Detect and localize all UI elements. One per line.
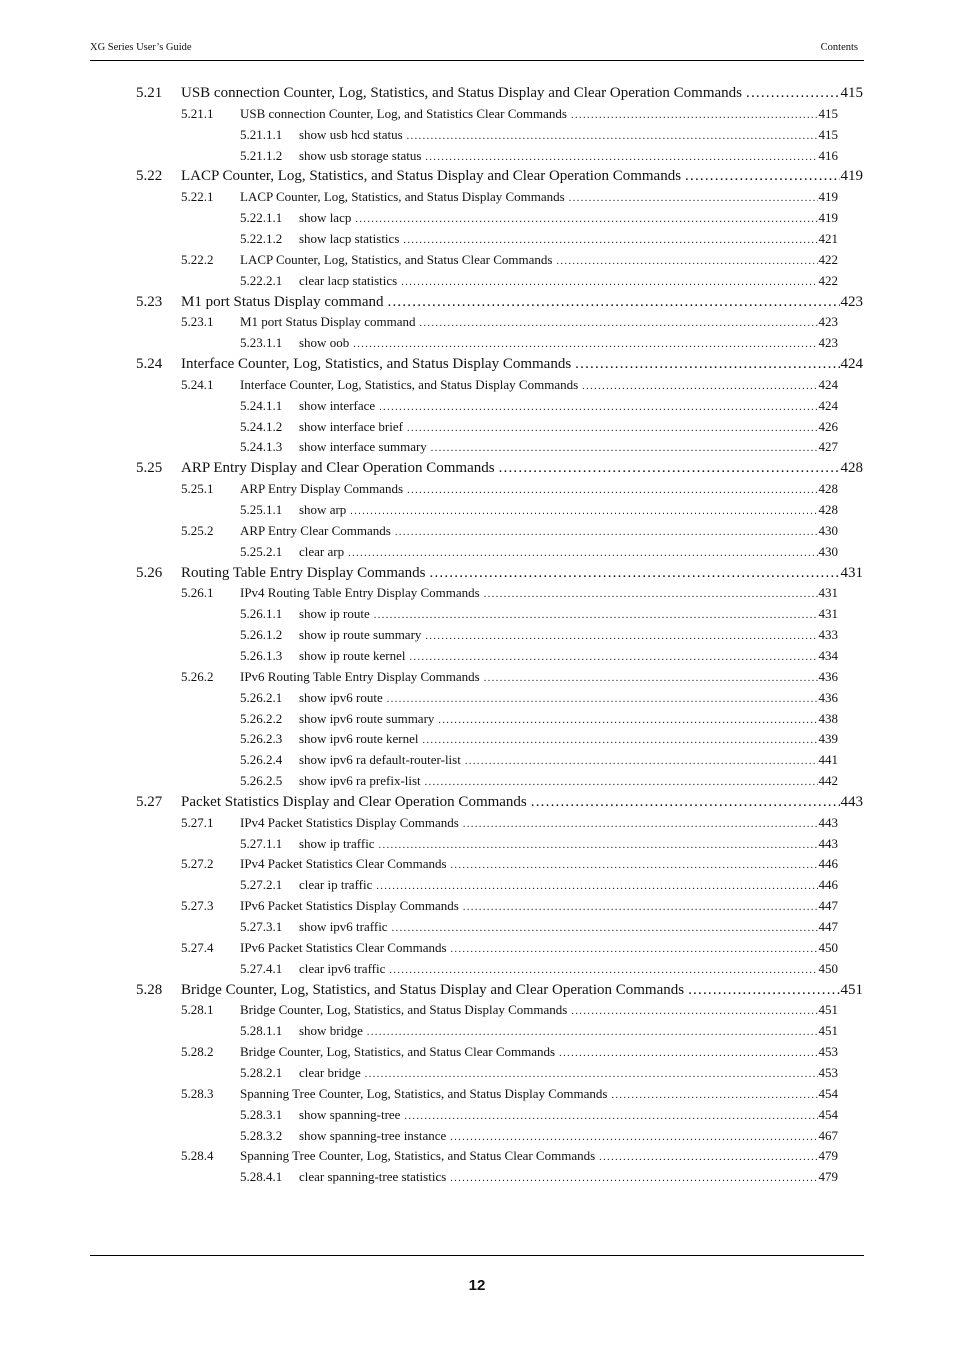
toc-dot-leader bbox=[688, 982, 839, 999]
toc-entry-title: IPv4 Packet Statistics Clear Commands bbox=[240, 856, 447, 872]
toc-entry-page: 467 bbox=[818, 1127, 838, 1143]
toc-entry-page: 438 bbox=[818, 710, 838, 726]
toc-entry-title: Interface Counter, Log, Statistics, and Status Display Commands bbox=[181, 356, 572, 373]
toc-entry[interactable] bbox=[240, 335, 838, 351]
toc-entry-page: 422 bbox=[818, 272, 838, 288]
toc-entry-title: show ip route bbox=[299, 606, 370, 622]
toc-entry-title: M1 port Status Display command bbox=[240, 314, 416, 330]
toc-entry[interactable] bbox=[181, 585, 838, 601]
toc-entry-title: IPv6 Routing Table Entry Display Commands bbox=[240, 668, 480, 684]
toc-dot-leader bbox=[387, 694, 818, 705]
toc-dot-leader bbox=[484, 589, 818, 600]
toc-dot-leader bbox=[599, 1152, 817, 1163]
toc-entry-title: LACP Counter, Log, Statistics, and Status Display and Clear Operation Commands bbox=[181, 168, 682, 185]
toc-entry[interactable] bbox=[181, 815, 838, 831]
toc-entry-page: 427 bbox=[818, 439, 838, 455]
toc-entry-title: Bridge Counter, Log, Statistics, and Status Display Commands bbox=[240, 1002, 568, 1018]
toc-dot-leader bbox=[388, 294, 840, 311]
toc-entry-page: 430 bbox=[818, 543, 838, 559]
toc-dot-leader bbox=[365, 1069, 818, 1080]
toc-entry-number: 5.28.2 bbox=[181, 1044, 214, 1060]
toc-entry-page: 443 bbox=[818, 835, 838, 851]
toc-entry-number: 5.22.1.2 bbox=[240, 230, 283, 246]
toc-entry-page: 453 bbox=[818, 1064, 838, 1080]
toc-entry-number: 5.26.1.2 bbox=[240, 627, 283, 643]
toc-dot-leader bbox=[463, 902, 818, 913]
toc-dot-leader bbox=[450, 1132, 817, 1143]
toc-entry-page: 430 bbox=[818, 522, 838, 538]
toc-entry-title: IPv4 Routing Table Entry Display Commands bbox=[240, 585, 480, 601]
toc-entry-title: show ipv6 route summary bbox=[299, 710, 435, 726]
toc-dot-leader bbox=[425, 777, 818, 788]
toc-entry-page: 446 bbox=[818, 877, 838, 893]
toc-entry-title: Bridge Counter, Log, Statistics, and Status Clear Commands bbox=[240, 1044, 556, 1060]
toc-entry-page: 479 bbox=[818, 1148, 838, 1164]
toc-entry-number: 5.27.4 bbox=[181, 939, 214, 955]
toc-entry-page: 441 bbox=[818, 752, 838, 768]
toc-dot-leader bbox=[407, 485, 817, 496]
toc-entry-number: 5.26.2.4 bbox=[240, 752, 283, 768]
toc-entry-title: clear ip traffic bbox=[299, 877, 373, 893]
toc-entry-number: 5.21 bbox=[136, 85, 163, 101]
toc-entry[interactable] bbox=[240, 1128, 838, 1144]
toc-dot-leader bbox=[403, 235, 817, 246]
toc-dot-leader bbox=[379, 402, 817, 413]
toc-entry[interactable] bbox=[240, 919, 838, 935]
toc-dot-leader bbox=[746, 85, 840, 102]
toc-entry-title: clear arp bbox=[299, 543, 345, 559]
toc-entry-number: 5.27.3 bbox=[181, 898, 214, 914]
toc-entry-title: show ipv6 traffic bbox=[299, 919, 388, 934]
toc-entry-number: 5.27.2 bbox=[181, 856, 214, 872]
toc-entry-page: 419 bbox=[840, 168, 863, 185]
toc-entry-title: show spanning-tree bbox=[299, 1106, 401, 1122]
toc-entry[interactable] bbox=[240, 544, 838, 560]
toc-entry-title: IPv6 Packet Statistics Display Commands bbox=[240, 898, 459, 914]
toc-entry-title: show ip traffic bbox=[299, 835, 375, 851]
toc-entry-page: 428 bbox=[818, 502, 838, 517]
toc-dot-leader bbox=[367, 1027, 818, 1038]
toc-entry-number: 5.25.2.1 bbox=[240, 543, 283, 559]
toc-entry-number: 5.28.3 bbox=[181, 1085, 214, 1101]
toc-entry[interactable] bbox=[240, 606, 838, 622]
toc-entry-number: 5.24 bbox=[136, 356, 163, 373]
toc-entry-page: 424 bbox=[840, 356, 863, 373]
header-doc-title: XG Series User’s Guide bbox=[90, 42, 192, 53]
toc-entry-page: 446 bbox=[818, 856, 838, 872]
toc-dot-leader bbox=[685, 168, 839, 185]
toc-entry-page: 479 bbox=[818, 1169, 838, 1185]
toc-entry[interactable] bbox=[181, 669, 838, 685]
toc-dot-leader bbox=[410, 652, 818, 663]
toc-dot-leader bbox=[556, 256, 817, 267]
toc-entry-title: show ipv6 route bbox=[299, 689, 383, 705]
toc-entry-number: 5.28.1.1 bbox=[240, 1023, 283, 1039]
toc-entry-title: USB connection Counter, Log, Statistics, and Status Display and Clear Operation Commands bbox=[181, 85, 742, 101]
toc-entry[interactable] bbox=[240, 439, 838, 455]
toc-dot-leader bbox=[451, 860, 818, 871]
toc-entry-title: Packet Statistics Display and Clear Operation Commands bbox=[181, 793, 527, 810]
toc-entry-page: 424 bbox=[818, 376, 838, 392]
toc-entry-number: 5.28 bbox=[136, 981, 163, 998]
toc-entry-title: show oob bbox=[299, 335, 350, 351]
toc-dot-leader bbox=[379, 840, 818, 851]
toc-entry-title: show ip route kernel bbox=[299, 647, 406, 663]
toc-entry-number: 5.23.1.1 bbox=[240, 335, 283, 351]
toc-dot-leader bbox=[451, 944, 818, 955]
toc-entry-title: LACP Counter, Log, Statistics, and Status Display Commands bbox=[240, 189, 565, 205]
toc-entry-title: ARP Entry Display and Clear Operation Commands bbox=[181, 460, 495, 477]
toc-dot-leader bbox=[431, 443, 818, 454]
toc-entry[interactable] bbox=[240, 127, 838, 143]
toc-entry-page: 428 bbox=[818, 481, 838, 497]
toc-entry-number: 5.24.1.1 bbox=[240, 397, 283, 413]
toc-entry-number: 5.28.2.1 bbox=[240, 1064, 283, 1080]
toc-entry[interactable] bbox=[240, 836, 838, 852]
toc-entry-title: IPv4 Packet Statistics Display Commands bbox=[240, 814, 459, 830]
toc-dot-leader bbox=[425, 152, 817, 163]
toc-entry[interactable] bbox=[181, 189, 838, 205]
toc-entry-page: 415 bbox=[840, 85, 863, 101]
toc-entry-page: 423 bbox=[840, 293, 863, 310]
toc-dot-leader bbox=[582, 381, 817, 392]
toc-entry-title: Routing Table Entry Display Commands bbox=[181, 564, 426, 581]
toc-entry-number: 5.21.1.2 bbox=[240, 147, 283, 163]
toc-entry[interactable] bbox=[240, 148, 838, 164]
toc-entry-title: Bridge Counter, Log, Statistics, and Status Display and Clear Operation Commands bbox=[181, 981, 685, 998]
toc-entry-page: 431 bbox=[818, 606, 838, 622]
toc-entry-number: 5.21.1 bbox=[181, 105, 214, 121]
toc-entry-title: LACP Counter, Log, Statistics, and Status Clear Commands bbox=[240, 251, 553, 267]
toc-entry[interactable] bbox=[181, 940, 838, 956]
toc-entry[interactable] bbox=[240, 961, 838, 977]
toc-entry-title: Spanning Tree Counter, Log, Statistics, and Status Clear Commands bbox=[240, 1148, 596, 1164]
toc-entry[interactable] bbox=[181, 856, 838, 872]
toc-dot-leader bbox=[350, 506, 817, 517]
toc-entry-title: show ipv6 ra prefix-list bbox=[299, 773, 421, 789]
toc-entry-title: ARP Entry Clear Commands bbox=[240, 522, 391, 538]
toc-dot-leader bbox=[611, 1090, 817, 1101]
toc-dot-leader bbox=[531, 794, 840, 811]
toc-entry-page: 451 bbox=[818, 1023, 838, 1039]
toc-dot-leader bbox=[430, 565, 840, 582]
toc-entry-page: 451 bbox=[840, 981, 863, 998]
toc-entry[interactable] bbox=[240, 1169, 838, 1185]
toc-entry-page: 443 bbox=[818, 814, 838, 830]
toc-entry[interactable] bbox=[240, 752, 838, 768]
toc-entry[interactable] bbox=[240, 648, 838, 664]
toc-entry[interactable] bbox=[136, 168, 863, 185]
toc-entry-number: 5.24.1.3 bbox=[240, 439, 283, 455]
toc-entry[interactable] bbox=[136, 794, 863, 811]
toc-entry-title: show interface summary bbox=[299, 439, 427, 455]
toc-entry-number: 5.21.1.1 bbox=[240, 126, 283, 142]
toc-entry[interactable] bbox=[240, 1065, 838, 1081]
toc-entry-page: 415 bbox=[818, 126, 838, 142]
toc-entry-title: show lacp bbox=[299, 210, 352, 226]
toc-entry-page: 434 bbox=[818, 647, 838, 663]
toc-entry-number: 5.26.2.5 bbox=[240, 773, 283, 789]
toc-entry-number: 5.28.3.1 bbox=[240, 1106, 283, 1122]
toc-entry-number: 5.22 bbox=[136, 168, 163, 185]
page-number: 12 bbox=[468, 1277, 486, 1294]
toc-entry-page: 453 bbox=[818, 1044, 838, 1060]
toc-entry[interactable] bbox=[136, 294, 863, 311]
toc-entry-number: 5.22.1 bbox=[181, 189, 214, 205]
toc-entry-title: clear spanning-tree statistics bbox=[299, 1169, 447, 1185]
toc-entry-title: show ipv6 ra default-router-list bbox=[299, 752, 461, 768]
toc-entry-title: M1 port Status Display command bbox=[181, 293, 384, 310]
toc-dot-leader bbox=[389, 965, 817, 976]
toc-entry[interactable] bbox=[181, 898, 838, 914]
toc-entry[interactable] bbox=[136, 460, 863, 477]
toc-dot-leader bbox=[438, 715, 817, 726]
toc-dot-leader bbox=[420, 318, 818, 329]
toc-entry-title: show interface brief bbox=[299, 418, 403, 434]
toc-entry[interactable] bbox=[181, 252, 838, 268]
toc-entry[interactable] bbox=[240, 210, 838, 226]
toc-entry-title: clear ipv6 traffic bbox=[299, 960, 386, 976]
toc-entry-page: 436 bbox=[818, 668, 838, 684]
toc-entry-number: 5.25.1 bbox=[181, 481, 214, 497]
toc-entry[interactable] bbox=[240, 711, 838, 727]
toc-dot-leader bbox=[353, 339, 817, 350]
toc-entry-number: 5.27.2.1 bbox=[240, 877, 283, 893]
toc-entry-title: show bridge bbox=[299, 1023, 363, 1039]
toc-entry[interactable] bbox=[240, 1107, 838, 1123]
toc-entry[interactable] bbox=[240, 231, 838, 247]
toc-entry-number: 5.27.4.1 bbox=[240, 960, 283, 976]
toc-entry[interactable] bbox=[181, 314, 838, 330]
toc-entry-number: 5.26.1 bbox=[181, 585, 214, 601]
toc-entry-page: 450 bbox=[818, 960, 838, 976]
toc-entry[interactable] bbox=[181, 377, 838, 393]
toc-entry-number: 5.26.2.1 bbox=[240, 689, 283, 705]
toc-entry-page: 451 bbox=[818, 1002, 838, 1018]
toc-entry-page: 423 bbox=[818, 335, 838, 351]
toc-entry[interactable] bbox=[181, 481, 838, 497]
toc-dot-leader bbox=[463, 819, 818, 830]
toc-entry[interactable] bbox=[240, 419, 838, 435]
toc-entry-number: 5.22.2 bbox=[181, 251, 214, 267]
toc-entry[interactable] bbox=[240, 731, 838, 747]
toc-entry-number: 5.28.4.1 bbox=[240, 1169, 283, 1185]
toc-entry[interactable] bbox=[181, 523, 838, 539]
toc-entry-number: 5.26.1.1 bbox=[240, 606, 283, 622]
toc-entry[interactable] bbox=[181, 106, 838, 122]
toc-dot-leader bbox=[376, 881, 817, 892]
toc-entry-number: 5.27 bbox=[136, 793, 163, 810]
toc-entry-number: 5.24.1 bbox=[181, 376, 214, 392]
toc-entry-page: 421 bbox=[818, 230, 838, 246]
toc-entry-title: show ip route summary bbox=[299, 627, 422, 643]
toc-entry-page: 454 bbox=[818, 1106, 838, 1122]
toc-entry[interactable] bbox=[240, 273, 838, 289]
toc-dot-leader bbox=[348, 548, 817, 559]
toc-dot-leader bbox=[499, 460, 840, 477]
toc-entry-page: 424 bbox=[818, 397, 838, 413]
toc-entry[interactable] bbox=[181, 1044, 838, 1060]
toc-entry-page: 416 bbox=[818, 147, 838, 163]
toc-dot-leader bbox=[401, 277, 817, 288]
toc-entry-title: Spanning Tree Counter, Log, Statistics, and Status Display Commands bbox=[240, 1085, 608, 1101]
toc-dot-leader bbox=[404, 1111, 817, 1122]
toc-dot-leader bbox=[395, 527, 818, 538]
toc-entry-number: 5.27.3.1 bbox=[240, 919, 283, 934]
toc-entry-page: 443 bbox=[840, 793, 863, 810]
toc-entry-page: 447 bbox=[818, 919, 838, 934]
toc-entry-page: 422 bbox=[818, 251, 838, 267]
toc-entry-number: 5.28.1 bbox=[181, 1002, 214, 1018]
toc-dot-leader bbox=[569, 193, 818, 204]
toc-entry-page: 450 bbox=[818, 939, 838, 955]
toc-entry[interactable] bbox=[240, 627, 838, 643]
toc-entry-number: 5.22.1.1 bbox=[240, 210, 283, 226]
toc-entry-number: 5.23.1 bbox=[181, 314, 214, 330]
toc-entry-page: 431 bbox=[840, 564, 863, 581]
toc-entry-title: USB connection Counter, Log, and Statistics Clear Commands bbox=[240, 105, 567, 121]
toc-entry-page: 442 bbox=[818, 773, 838, 789]
toc-entry-title: show usb storage status bbox=[299, 147, 422, 163]
toc-entry-title: clear bridge bbox=[299, 1064, 361, 1080]
toc-entry-number: 5.27.1 bbox=[181, 814, 214, 830]
toc-entry-title: clear lacp statistics bbox=[299, 272, 398, 288]
toc-entry-title: show spanning-tree instance bbox=[299, 1127, 447, 1143]
toc-entry-page: 426 bbox=[818, 418, 838, 434]
toc-entry-page: 423 bbox=[818, 314, 838, 330]
toc-dot-leader bbox=[425, 631, 817, 642]
toc-entry-title: IPv6 Packet Statistics Clear Commands bbox=[240, 939, 447, 955]
toc-dot-leader bbox=[374, 610, 818, 621]
toc-entry-number: 5.28.4 bbox=[181, 1148, 214, 1164]
toc-dot-leader bbox=[392, 923, 818, 934]
toc-entry[interactable] bbox=[136, 85, 863, 102]
toc-entry[interactable] bbox=[240, 877, 838, 893]
toc-entry-number: 5.26 bbox=[136, 564, 163, 581]
header-section: Contents bbox=[820, 42, 858, 53]
toc-entry[interactable] bbox=[240, 502, 838, 518]
toc-entry[interactable] bbox=[181, 1002, 838, 1018]
toc-entry-number: 5.26.2 bbox=[181, 668, 214, 684]
toc-entry-title: show ipv6 route kernel bbox=[299, 731, 419, 747]
toc-entry[interactable] bbox=[136, 565, 863, 582]
toc-entry-page: 415 bbox=[818, 105, 838, 121]
toc-entry-number: 5.24.1.2 bbox=[240, 418, 283, 434]
toc-entry-title: Interface Counter, Log, Statistics, and Status Display Commands bbox=[240, 376, 579, 392]
toc-entry-page: 447 bbox=[818, 898, 838, 914]
toc-dot-leader bbox=[465, 756, 818, 767]
toc-dot-leader bbox=[355, 214, 817, 225]
running-header bbox=[90, 42, 864, 61]
toc-entry-title: show lacp statistics bbox=[299, 230, 400, 246]
toc-entry-page: 428 bbox=[840, 460, 863, 477]
toc-entry-number: 5.28.3.2 bbox=[240, 1127, 283, 1143]
toc-entry-page: 433 bbox=[818, 627, 838, 643]
toc-entry[interactable] bbox=[181, 1148, 838, 1164]
toc-dot-leader bbox=[575, 356, 839, 373]
toc-dot-leader bbox=[407, 131, 818, 142]
toc-entry-number: 5.26.2.3 bbox=[240, 731, 283, 747]
toc-entry-page: 419 bbox=[818, 210, 838, 226]
toc-dot-leader bbox=[559, 1048, 817, 1059]
toc-entry-page: 454 bbox=[818, 1085, 838, 1101]
toc-dot-leader bbox=[450, 1173, 817, 1184]
toc-entry[interactable] bbox=[240, 773, 838, 789]
toc-entry[interactable] bbox=[181, 1086, 838, 1102]
toc-entry-number: 5.23 bbox=[136, 293, 163, 310]
toc-entry-number: 5.27.1.1 bbox=[240, 835, 283, 851]
toc-entry-page: 436 bbox=[818, 689, 838, 705]
toc-entry[interactable] bbox=[240, 398, 838, 414]
toc-entry-title: ARP Entry Display Commands bbox=[240, 481, 404, 497]
toc-entry[interactable] bbox=[240, 1023, 838, 1039]
toc-dot-leader bbox=[407, 423, 818, 434]
toc-entry-page: 431 bbox=[818, 585, 838, 601]
footer-divider bbox=[90, 1255, 864, 1256]
toc-entry-title: show arp bbox=[299, 502, 347, 517]
toc-dot-leader bbox=[423, 735, 818, 746]
toc-entry-number: 5.25.2 bbox=[181, 522, 214, 538]
toc-dot-leader bbox=[571, 110, 818, 121]
toc-dot-leader bbox=[571, 1006, 817, 1017]
toc-entry-number: 5.26.1.3 bbox=[240, 647, 283, 663]
toc-entry[interactable] bbox=[136, 356, 863, 373]
toc-entry[interactable] bbox=[240, 690, 838, 706]
toc-dot-leader bbox=[484, 673, 818, 684]
toc-entry-title: show usb hcd status bbox=[299, 126, 403, 142]
toc-entry-page: 439 bbox=[818, 731, 838, 747]
toc-entry-page: 419 bbox=[818, 189, 838, 205]
toc-entry-number: 5.22.2.1 bbox=[240, 272, 283, 288]
toc-entry-title: show interface bbox=[299, 397, 376, 413]
toc-entry-number: 5.26.2.2 bbox=[240, 710, 283, 726]
toc-entry-number: 5.25.1.1 bbox=[240, 502, 283, 517]
toc-entry[interactable] bbox=[136, 982, 863, 999]
toc-entry-number: 5.25 bbox=[136, 460, 163, 477]
